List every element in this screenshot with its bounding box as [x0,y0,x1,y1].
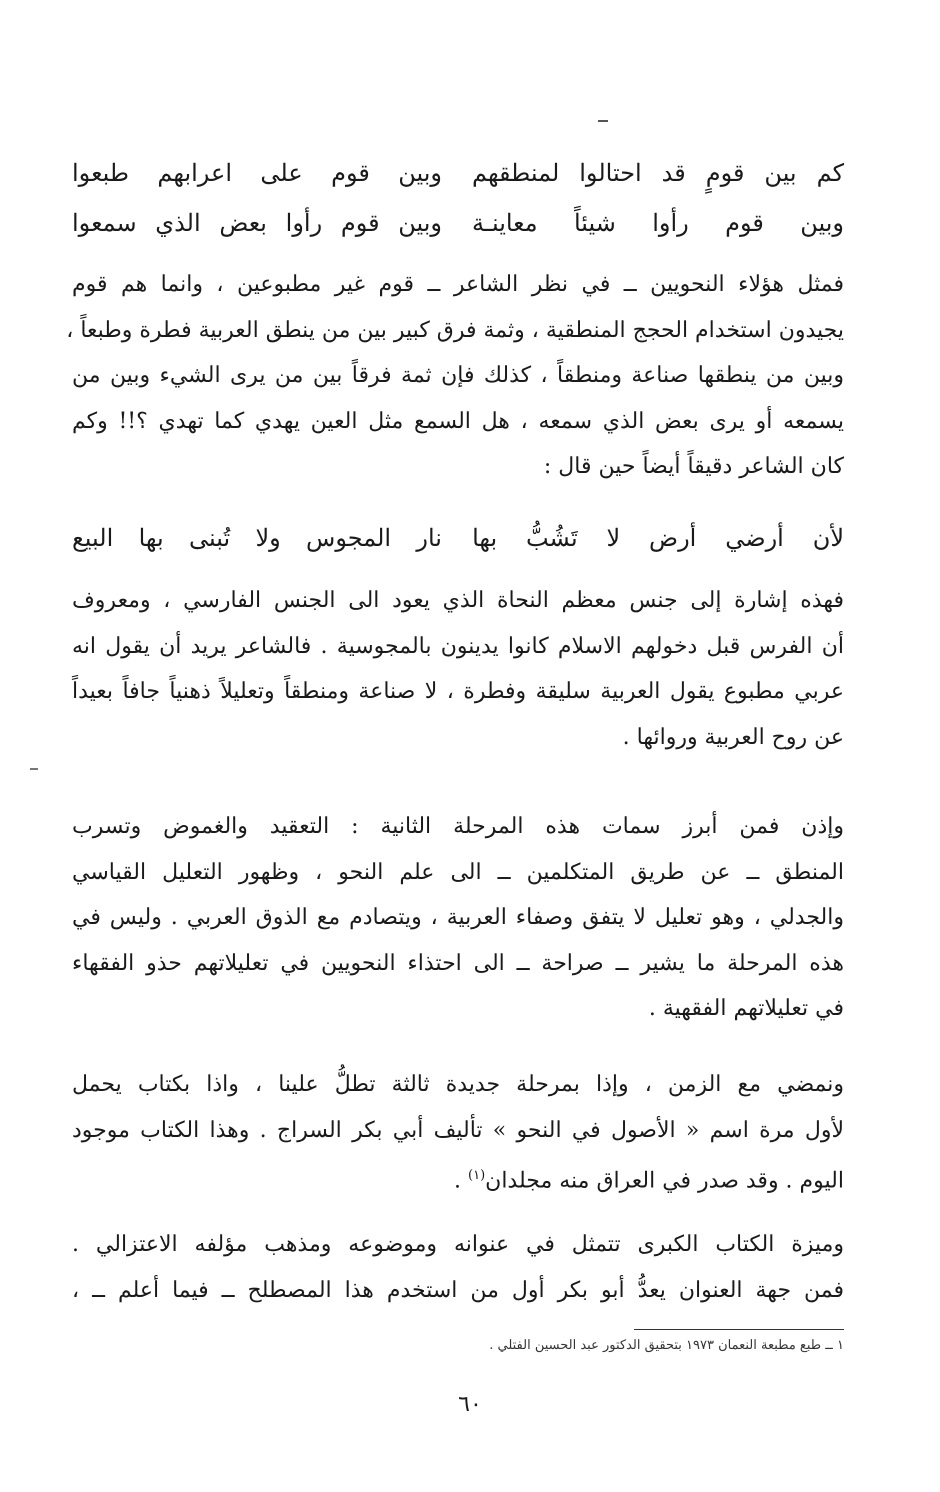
paragraph [72,1222,844,1313]
verse-word: شيئاً [573,209,616,237]
text-line: لأول مرة اسم « الأصول في النحو » تأليف أبي بكر السراج . وهذا الكتاب موجود [72,1117,844,1143]
verse-word: الذي [155,209,201,237]
scan-mark [598,120,608,122]
page-number: ٦٠ [458,1392,482,1417]
paragraph [72,578,844,760]
verse-word: رأوا [652,209,689,237]
verse-word: وبين [398,159,442,187]
text-line: يجيدون استخدام الحجج المنطقية ، وثمة فرق كبير بين من ينطق العربية فطرة وطبعاً ، [66,317,844,343]
verse-word: رأوا [285,209,323,237]
verse-word: نار [416,524,442,552]
paragraph [72,1062,844,1199]
text-line: هذه المرحلة ما يشير ــ صراحة ــ الى احتذاء النحويين في تعليلاتهم حذو الفقهاء [72,950,844,976]
verse-word: وبين [398,209,442,237]
verse-left-hemistich [72,148,442,198]
verse-word: قوم [331,159,370,187]
verse-word: أرض [649,524,697,552]
paragraph [66,262,844,490]
text-line: في تعليلاتهم الفقهية . [648,996,844,1022]
verse-word: طبعوا [72,159,130,187]
verse-word: على [260,159,303,187]
verse-line [72,148,844,198]
text-line: فهذه إشارة إلى جنس معظم النحاة الذي يعود الى الجنس الفارسي ، ومعروف [72,588,844,613]
verse-word: وبين [800,209,844,237]
verse-word: بعض [219,209,267,237]
text-line: اليوم . وقد صدر في العراق منه مجلدان$^{(١)}$ . [454,1168,844,1194]
verse-word: بين [764,159,797,187]
text-line: فمثل هؤلاء النحويين ــ في نظر الشاعر ــ قوم غير مطبوعين ، وانما هم قوم [72,272,844,297]
poem-verses-2 [72,513,844,563]
verse-word: لمنطقهم [472,159,560,187]
text-line: وبين من ينطقها صناعة ومنطقاً ، كذلك فإن ثمة فرقاً بين من يرى الشيء وبين من [72,363,844,389]
text-line: والجدلي ، وهو تعليل لا يتفق وصفاء العربية ، ويتصادم مع الذوق العربي . وليس في [72,905,844,931]
text-line: وميزة الكتاب الكبرى تتمثل في عنوانه وموضوعه ومذهب مؤلفه الاعتزالي . [72,1232,844,1257]
poem-verses-1 [72,148,844,248]
verse-left-hemistich [72,198,442,248]
text-line-content: اليوم . وقد صدر في العراق منه مجلدان [485,1168,844,1194]
text-line: كان الشاعر دقيقاً أيضاً حين قال : [543,454,844,480]
verse-word: تَشُبُّ [525,524,578,552]
verse-word: قد [661,159,686,187]
verse-right-hemistich [472,513,844,563]
verse-word: لا [606,524,621,552]
verse-word: اعرابهم [157,159,233,187]
footnote-divider [634,1329,844,1330]
scan-mark [30,768,38,770]
text-line: يسمعه أو يرى بعض الذي سمعه ، هل السمع مثل العين يهدي كما تهدي ؟!! وكم [72,408,844,434]
text-line: أن الفرس قبل دخولهم الاسلام كانوا يدينون بالمجوسية . فالشاعر يريد أن يقول انه [72,633,844,659]
verse-word: بها [472,524,498,552]
verse-right-hemistich [472,148,844,198]
verse-right-hemistich [472,198,844,248]
text-line: عربي مطبوع يقول العربية سليقة وفطرة ، لا صناعة ومنطقاً وتعليلاً ذهنياً جافاً بعيداً [72,679,844,705]
verse-word: تُبنى [188,524,231,552]
verse-word: لأن [812,524,844,552]
verse-word: قوم [340,209,380,237]
verse-word: سمعوا [72,209,137,237]
text-line: فمن جهة العنوان يعدُّ أبو بكر أول من استخدم هذا المصطلح ــ فيما أعلم ــ ، [72,1277,844,1303]
verse-word: معاينـة [472,209,538,237]
verse-word: بها [138,524,164,552]
text-line: المنطق ــ عن طريق المتكلمين ــ الى علم النحو ، وظهور التعليل القياسي [72,859,844,885]
verse-word: ولا [255,524,281,552]
verse-word: البيع [72,524,114,552]
text-line: ونمضي مع الزمن ، وإذا بمرحلة جديدة ثالثة تطلُّ علينا ، واذا بكتاب يحمل [72,1072,844,1097]
verse-left-hemistich [72,513,442,563]
verse-line [72,198,844,248]
paragraph [72,804,844,1032]
text-line: عن روح العربية وروائها . [622,724,844,750]
verse-word: أرضي [725,524,784,552]
verse-word: قوم [725,209,764,237]
verse-word: قومٍ [705,159,745,187]
verse-word: احتالوا [579,159,642,187]
footnote-reference[interactable]: (١) [468,1168,486,1184]
text-line: وإذن فمن أبرز سمات هذه المرحلة الثانية : التعقيد والغموض وتسرب [72,814,844,839]
verse-word: كم [816,159,844,187]
footnote: ١ ــ طبع مطبعة النعمان ١٩٧٣ بتحقيق الدكتور عبد الحسين الفتلي . [489,1338,844,1353]
verse-line [72,513,844,563]
verse-word: المجوس [306,524,392,552]
